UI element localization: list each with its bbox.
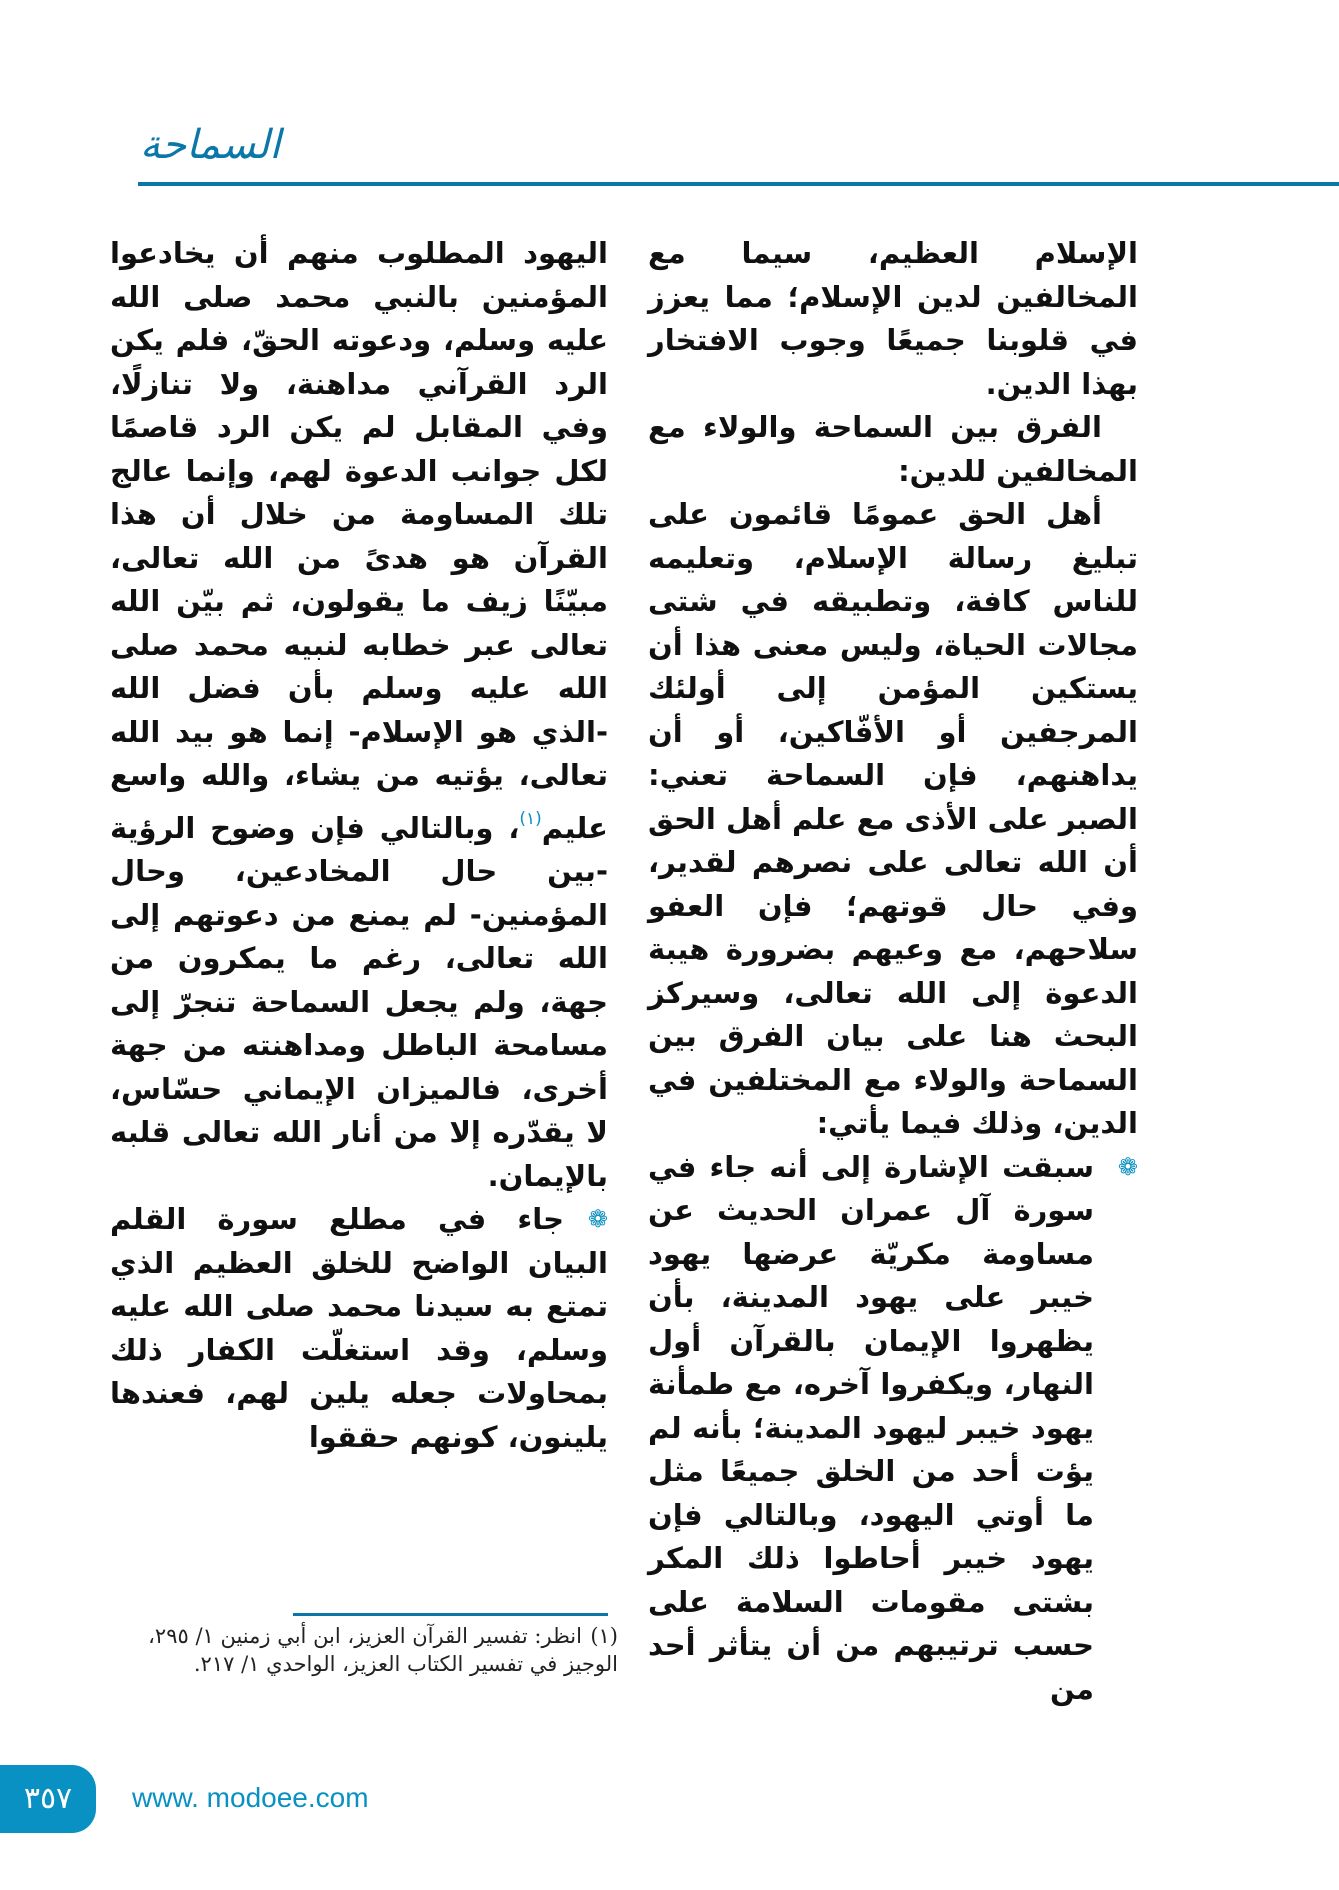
bullet-item bbox=[648, 1146, 1138, 1712]
bullet-text: جاء في مطلع سورة القلم البيان الواضح للخلق العظيم الذي تمتع به سيدنا محمد صلى الله عليه وسلم، وقد استغلّت الكفار ذلك بمحاولات جعله يلين لهم، فعندها يلينون، كونهم حققوا bbox=[110, 1202, 608, 1454]
paragraph-text: اليهود المطلوب منهم أن يخادعوا المؤمنين بالنبي محمد صلى الله عليه وسلم، ودعوته الحقّ، فلم يكن الرد القرآني مداهنة، ولا تنازلًا، وفي المقابل لم يكن الرد قاصمًا لكل جوانب الدعوة لهم، وإنما عالج تلك المساومة من خلال أن هذا القرآن هو هدىً من الله تعالى، مبيّنًا زيف ما يقولون، ثم بيّن الله تعالى عبر خطابه لنبيه محمد صلى الله عليه وسلم بأن فضل الله -الذي هو الإسلام- إنما هو بيد الله تعالى، يؤتيه من يشاء، والله واسع عليم bbox=[110, 236, 608, 845]
bullet-text: سبقت الإشارة إلى أنه جاء في سورة آل عمران الحديث عن مساومة مكريّة عرضها يهود خيبر على يهود المدينة، بأن يظهروا الإيمان بالقرآن أول النهار، ويكفروا آخره، مع طمأنة يهود خيبر ليهود المدينة؛ بأنه لم يؤت أحد من الخلق جميعًا مثل ما أوتي اليهود، وبالتالي فإن يهود خيبر أحاطوا ذلك المكر بشتى مقومات السلامة على حسب ترتيبهم من أن يتأثر أحد من bbox=[648, 1149, 1094, 1706]
left-column bbox=[110, 232, 608, 1459]
header-divider bbox=[138, 182, 1339, 186]
website-link[interactable]: www. modoee.com bbox=[132, 1782, 369, 1813]
right-column bbox=[648, 232, 1138, 1711]
paragraph bbox=[110, 232, 608, 1198]
flower-ornament-icon: ❁ bbox=[587, 1205, 608, 1233]
paragraph: الإسلام العظيم، سيما مع المخالفين لدين الإسلام؛ مما يعزز في قلوبنا جميعًا وجوب الافتخار بهذا الدين. bbox=[648, 236, 1138, 401]
paragraph: أهل الحق عمومًا قائمون على تبليغ رسالة الإسلام، وتعليمه للناس كافة، وتطبيقه في شتى مجالات الحياة، وليس معنى هذا أن يستكين المؤمن إلى أولئك المرجفين أو الأفّاكين، أو أن يداهنهم، فإن السماحة تعني: الصبر على الأذى مع علم أهل الحق أن الله تعالى على نصرهم لقدير، وفي حال قوتهم؛ فإن العفو سلاحهم، مع وعيهم بضرورة هيبة الدعوة إلى الله تعالى، وسيركز البحث هنا على بيان الفرق بين السماحة والولاء مع المختلفين في الدين، وذلك فيما يأتي: bbox=[648, 497, 1138, 1140]
footnote-reference[interactable]: (١) bbox=[519, 808, 542, 829]
running-header-title: السماحة bbox=[140, 122, 281, 168]
footnote bbox=[118, 1622, 618, 1678]
footnote-divider bbox=[293, 1613, 608, 1616]
footnote-number: (١) bbox=[590, 1624, 618, 1648]
section-subheading: الفرق بين السماحة والولاء مع المخالفين للدين: bbox=[648, 410, 1138, 488]
page-number-badge: ٣٥٧ bbox=[0, 1765, 96, 1833]
bullet-item bbox=[110, 1198, 608, 1459]
flower-ornament-icon: ❁ bbox=[1117, 1152, 1138, 1181]
footnote-text: انظر: تفسير القرآن العزيز، ابن أبي زمنين ١/ ٢٩٥، الوجيز في تفسير الكتاب العزيز، الواحدي ١/ ٢١٧. bbox=[148, 1624, 618, 1676]
paragraph-text: ، وبالتالي فإن وضوح الرؤية -بين حال المخادعين، وحال المؤمنين- لم يمنع من دعوتهم إلى الله تعالى، رغم ما يمكرون من جهة، ولم يجعل السماحة تنجرّ إلى مسامحة الباطل ومداهنته من جهة أخرى، فالميزان الإيماني حسّاس، لا يقدّره إلا من أنار الله تعالى قلبه بالإيمان. bbox=[110, 810, 608, 1193]
